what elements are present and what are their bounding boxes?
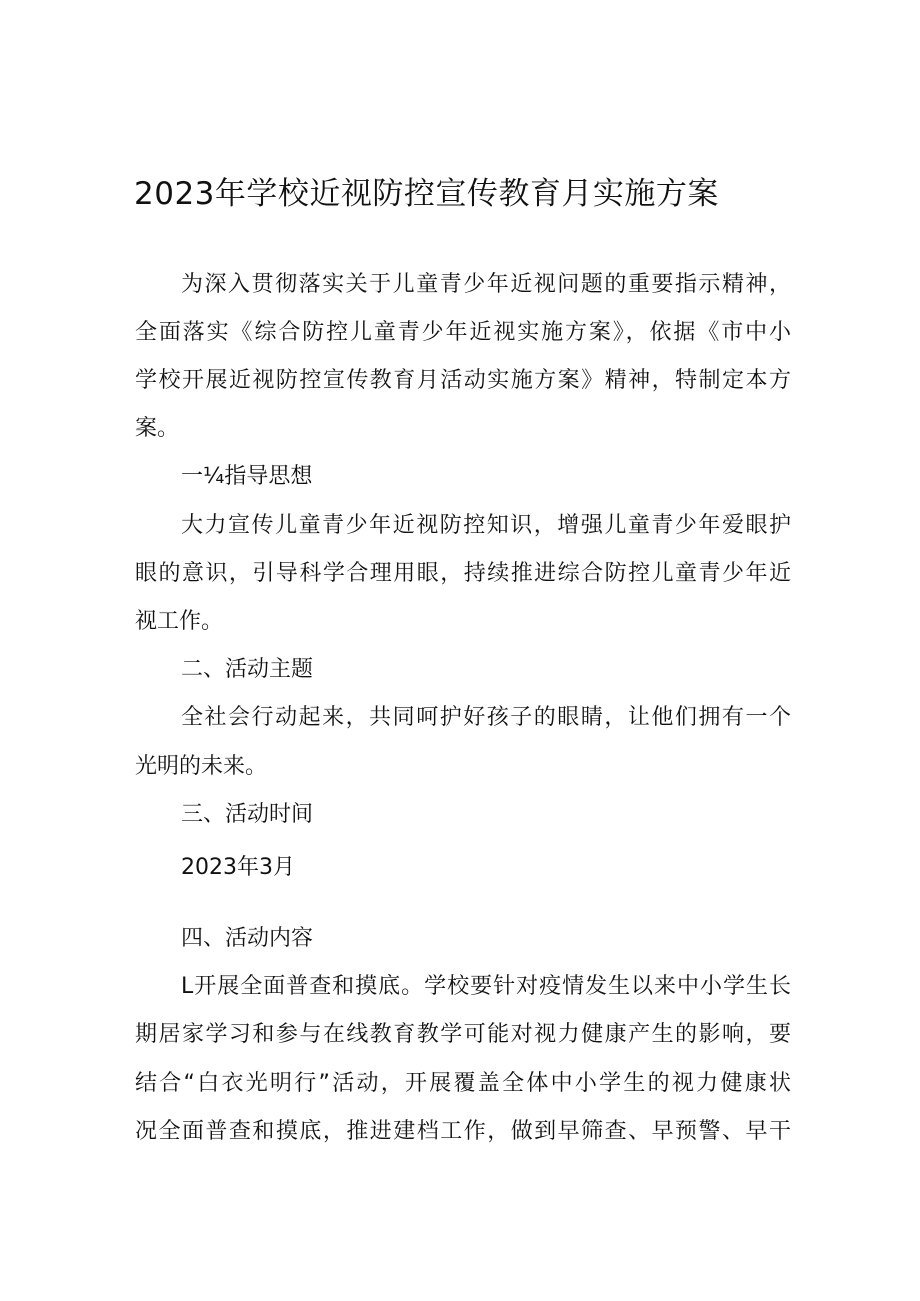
section1-line-2: 眼的意识，引导科学合理用眼，持续推进综合防控儿童青少年近: [135, 561, 791, 586]
section4-line-3: 结合“白衣光明行”活动，开展覆盖全体中小学生的视力健康状: [135, 1071, 791, 1096]
section4-line-4: 况全面普查和摸底，推进建档工作，做到早筛查、早预警、早干: [135, 1119, 791, 1144]
section1-line-1: 大力宣传儿童青少年近视防控知识，增强儿童青少年爱眼护: [181, 513, 791, 538]
section2-line-2: 光明的未来。: [135, 754, 268, 779]
section4-line-1: L开展全面普查和摸底。学校要针对疫情发生以来中小学生长: [181, 974, 791, 999]
intro-line-4: 案。: [135, 416, 180, 441]
section1-line-3: 视工作。: [135, 609, 224, 634]
section3-line-1: 2023年3月: [181, 855, 295, 880]
intro-line-3: 学校开展近视防控宣传教育月活动实施方案》精神，特制定本方: [135, 368, 791, 393]
section4-line-2: 期居家学习和参与在线教育教学可能对视力健康产生的影响，要: [135, 1022, 791, 1047]
section-heading-guiding-ideology: 一¼指导思想: [181, 464, 313, 489]
intro-line-1: 为深入贯彻落实关于儿童青少年近视问题的重要指示精神，: [181, 272, 791, 297]
section-heading-activity-theme: 二、活动主题: [181, 657, 314, 682]
page-title: 2023年学校近视防控宣传教育月实施方案: [134, 176, 719, 212]
section-heading-activity-time: 三、活动时间: [181, 802, 314, 827]
section2-line-1: 全社会行动起来，共同呵护好孩子的眼睛，让他们拥有一个: [181, 705, 791, 730]
section-heading-activity-content: 四、活动内容: [181, 926, 314, 951]
intro-line-2: 全面落实《综合防控儿童青少年近视实施方案》，依据《市中小: [135, 320, 791, 345]
